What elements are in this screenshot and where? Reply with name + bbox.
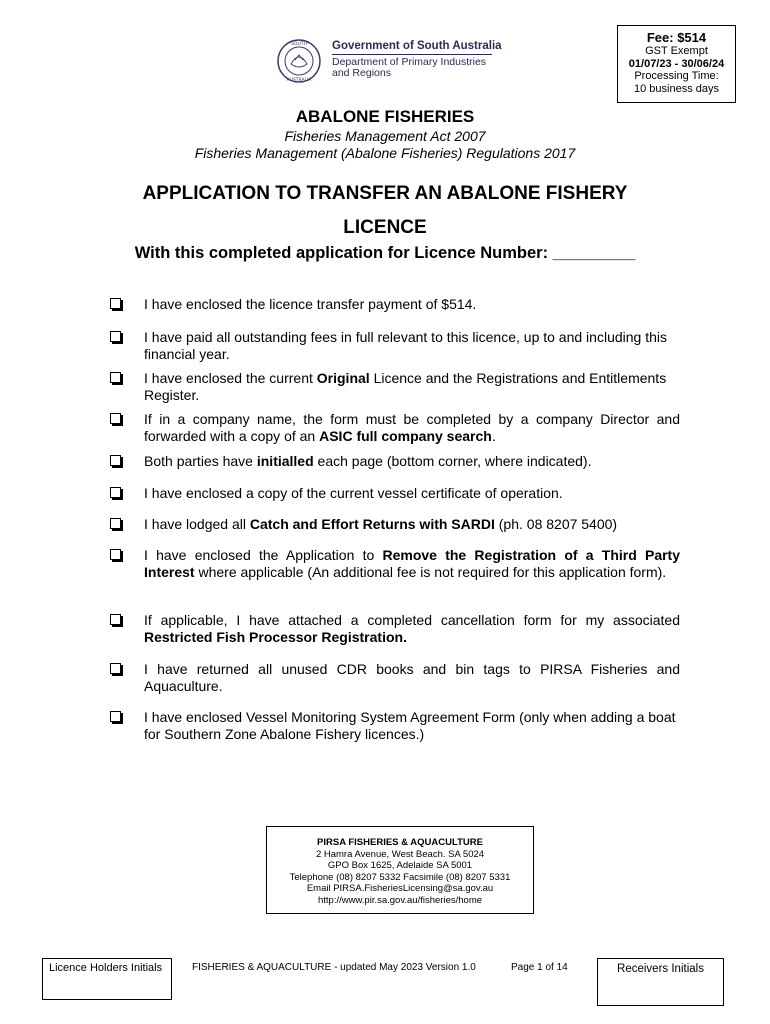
processing-label: Processing Time: xyxy=(634,70,719,82)
checkbox[interactable] xyxy=(110,549,121,560)
footer-page-number: Page 1 of 14 xyxy=(511,962,568,973)
fee-box xyxy=(617,25,736,103)
checklist-item-text xyxy=(144,485,680,502)
item-text: I have enclosed the Application to xyxy=(144,547,383,563)
licence-holders-initials-label: Licence Holders Initials xyxy=(49,962,163,974)
item-text: I have enclosed a copy of the current vessel certificate of operation. xyxy=(144,485,563,501)
act-title: Fisheries Management Act 2007 xyxy=(284,128,486,144)
item-text: Licence and the Registrations and Entitlements Register. xyxy=(144,370,667,403)
checkbox[interactable] xyxy=(110,711,121,722)
regulations-title: Fisheries Management (Abalone Fisheries) Regulations 2017 xyxy=(194,145,576,161)
department-line-2: and Regions xyxy=(332,67,391,79)
checkbox[interactable] xyxy=(110,487,121,498)
checkbox[interactable] xyxy=(110,298,121,309)
checkbox[interactable] xyxy=(110,331,121,342)
government-name: Government of South Australia xyxy=(332,40,502,52)
item-text: I have paid all outstanding fees in full relevant to this licence, up to and including this financial year. xyxy=(144,329,667,362)
item-text: (ph. 08 8207 5400) xyxy=(494,516,618,532)
licence-number-prompt: With this completed application for Licence Number: _________ xyxy=(134,244,636,262)
checklist-item-text xyxy=(144,547,680,581)
emphasis-text: ASIC full company search xyxy=(319,428,492,444)
checkbox[interactable] xyxy=(110,663,121,674)
fee-amount: Fee: $514 xyxy=(646,30,707,45)
item-text: I have enclosed the licence transfer payment of $514. xyxy=(144,296,477,312)
address-website: http://www.pir.sa.gov.au/fisheries/home xyxy=(317,894,483,906)
section-title: ABALONE FISHERIES xyxy=(295,107,475,126)
item-text: . xyxy=(491,428,496,444)
checkbox[interactable] xyxy=(110,413,121,424)
item-text: Both parties have xyxy=(144,453,257,469)
state-seal-icon xyxy=(276,38,322,84)
emphasis-text: Restricted Fish Processor Registration. xyxy=(144,629,407,645)
address-po-box: GPO Box 1625, Adelaide SA 5001 xyxy=(327,860,473,871)
processing-value: 10 business days xyxy=(634,82,719,95)
department-line-1: Department of Primary Industries xyxy=(332,56,487,68)
gst-status: GST Exempt xyxy=(645,45,708,57)
receivers-initials-label: Receivers Initials xyxy=(617,963,704,975)
department-name xyxy=(332,57,486,79)
logo-divider xyxy=(332,54,492,55)
item-text: I have enclosed Vessel Monitoring System Agreement Form (only when adding a boat for Southern Zone Abalone Fishery licences.) xyxy=(144,709,676,742)
checkbox[interactable] xyxy=(110,518,121,529)
receivers-initials-box[interactable] xyxy=(597,958,724,1006)
item-text: If in a company name, the form must be completed by a company Director and forwarded with a copy of an xyxy=(144,411,680,444)
svg-text:AUSTRALIA: AUSTRALIA xyxy=(286,78,312,83)
checkbox[interactable] xyxy=(110,372,121,383)
form-title: APPLICATION TO TRANSFER AN ABALONE FISHERY LICENCE xyxy=(142,183,628,238)
checklist-item-text xyxy=(144,329,680,363)
checkbox[interactable] xyxy=(110,614,121,625)
checklist-item-text xyxy=(144,516,680,533)
address-email: Email PIRSA.FisheriesLicensing@sa.gov.au xyxy=(306,883,494,894)
checklist-item-text xyxy=(144,612,680,646)
checklist-item-text xyxy=(144,661,680,695)
fee-period: 01/07/23 - 30/06/24 xyxy=(628,57,725,70)
footer-version: FISHERIES & AQUACULTURE - updated May 2023 Version 1.0 xyxy=(192,962,476,973)
item-text: where applicable (An additional fee is not required for this application form). xyxy=(194,564,667,580)
address-org: PIRSA FISHERIES & AQUACULTURE xyxy=(317,837,483,848)
address-phone: Telephone (08) 8207 5332 Facsimile (08) 8207 5331 xyxy=(289,871,511,883)
checkbox[interactable] xyxy=(110,455,121,466)
svg-text:SOUTH: SOUTH xyxy=(291,42,307,47)
item-text: I have returned all unused CDR books and bin tags to PIRSA Fisheries and Aquaculture. xyxy=(144,661,680,694)
emphasis-text: Remove the Registration of a Third Party Interest xyxy=(144,547,681,580)
emphasis-text: Catch and Effort Returns with SARDI xyxy=(249,516,495,532)
checklist-item-text xyxy=(144,453,680,470)
government-logo xyxy=(276,38,502,83)
address-street: 2 Hamra Avenue, West Beach. SA 5024 xyxy=(315,848,485,860)
emphasis-text: Original xyxy=(316,370,370,386)
licence-holders-initials-box[interactable] xyxy=(42,958,172,1000)
item-text: If applicable, I have attached a completed cancellation form for my associated xyxy=(144,612,680,628)
checklist-item-text xyxy=(144,709,680,743)
emphasis-text: initialled xyxy=(256,453,314,469)
item-text: I have enclosed the current xyxy=(144,370,317,386)
checklist-item-text xyxy=(144,411,680,445)
checklist-item-text xyxy=(144,296,680,313)
item-text: I have lodged all xyxy=(144,516,250,532)
checklist-item-text xyxy=(144,370,680,404)
item-text: each page (bottom corner, where indicated). xyxy=(313,453,592,469)
address-box xyxy=(266,826,534,914)
